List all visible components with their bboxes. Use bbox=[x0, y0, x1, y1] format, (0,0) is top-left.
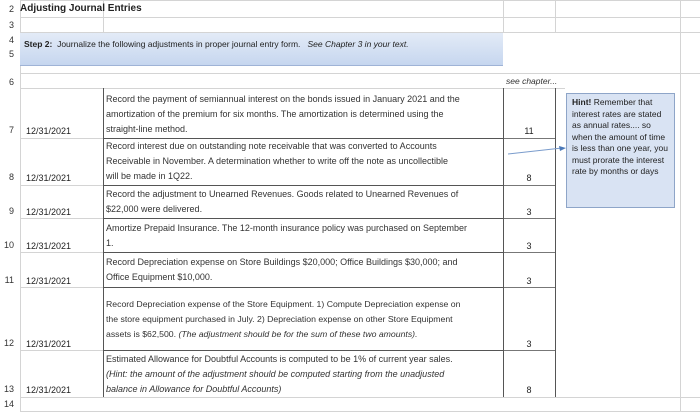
entry-description[interactable] bbox=[106, 352, 502, 397]
entry-line: Receivable in November. A determination whether to write off the note as uncollectible bbox=[106, 156, 449, 166]
entry-date[interactable]: 12/31/2021 bbox=[26, 276, 72, 286]
entry-chapter[interactable]: 11 bbox=[524, 126, 534, 136]
entry-line: Record interest due on outstanding note receivable that was converted to Accounts bbox=[106, 141, 437, 151]
row-header-12[interactable]: 12 bbox=[3, 338, 14, 348]
entry-date[interactable]: 12/31/2021 bbox=[26, 126, 72, 136]
entry-line: the store equipment purchased in July. 2) Depreciation expense on other Store Equipment bbox=[106, 314, 453, 324]
instruction-banner[interactable] bbox=[20, 33, 503, 66]
row-header-11[interactable]: 11 bbox=[4, 275, 14, 285]
entry-line: $22,000 were delivered. bbox=[106, 204, 203, 214]
entry-line: Estimated Allowance for Doubtful Accounts is computed to be 1% of current year sales. bbox=[106, 354, 453, 364]
entry-chapter[interactable]: 8 bbox=[526, 385, 532, 395]
row-header-2[interactable]: 2 bbox=[8, 4, 14, 14]
see-chapter-header[interactable]: see chapter... bbox=[506, 76, 558, 86]
entry-description[interactable] bbox=[106, 187, 502, 217]
row-header-6[interactable]: 6 bbox=[8, 77, 14, 87]
step-reference: See Chapter 3 in your text. bbox=[307, 39, 409, 49]
entry-description[interactable] bbox=[106, 221, 502, 251]
row-header-14[interactable]: 14 bbox=[3, 399, 14, 409]
entry-line: Office Equipment $10,000. bbox=[106, 272, 213, 282]
row-header-5[interactable]: 5 bbox=[8, 49, 14, 59]
arrow-connector bbox=[508, 146, 568, 158]
row-header-7[interactable]: 7 bbox=[8, 125, 14, 135]
row-header-8[interactable]: 8 bbox=[8, 172, 14, 182]
entry-line: assets is $62,500. (The adjustment should be for the sum of these two amounts). bbox=[106, 329, 418, 339]
row-header-3[interactable]: 3 bbox=[8, 20, 14, 30]
hint-text: Remember that interest rates are stated as annual rates.... so when the amount of time is less than one year, you must prorate the interest rate by months or days bbox=[572, 97, 668, 176]
entry-line: Record Depreciation expense on Store Buildings $20,000; Office Buildings $30,000; and bbox=[106, 257, 458, 267]
step-label: Step 2: bbox=[24, 39, 53, 49]
entry-chapter[interactable]: 3 bbox=[526, 207, 532, 217]
entry-line: Record the payment of semiannual interest on the bonds issued in January 2021 and the bbox=[106, 94, 460, 104]
entry-date[interactable]: 12/31/2021 bbox=[26, 207, 72, 217]
row-header-10[interactable]: 10 bbox=[3, 240, 14, 250]
entry-line: (Hint: the amount of the adjustment should be computed starting from the unadjusted bbox=[106, 369, 445, 379]
entry-chapter[interactable]: 3 bbox=[526, 276, 532, 286]
entry-note: (The adjustment should be for the sum of these two amounts). bbox=[178, 329, 418, 339]
entry-line: Record Depreciation expense of the Store Equipment. 1) Compute Depreciation expense on bbox=[106, 299, 461, 309]
entry-date[interactable]: 12/31/2021 bbox=[26, 385, 72, 395]
entry-line: Amortize Prepaid Insurance. The 12-month insurance policy was purchased on September bbox=[106, 223, 468, 233]
entry-chapter[interactable]: 3 bbox=[526, 339, 532, 349]
hint-callout[interactable] bbox=[566, 93, 675, 208]
entry-date[interactable]: 12/31/2021 bbox=[26, 339, 72, 349]
banner-text bbox=[24, 39, 409, 49]
sheet-title[interactable]: Adjusting Journal Entries bbox=[20, 3, 142, 14]
entry-chapter[interactable]: 3 bbox=[526, 241, 532, 251]
entry-line: will be made in 1Q22. bbox=[106, 171, 193, 181]
entry-description[interactable] bbox=[106, 297, 504, 342]
step-instruction: Journalize the following adjustments in proper journal entry form. bbox=[57, 39, 301, 49]
entry-line: balance in Allowance for Doubtful Accounts) bbox=[106, 384, 282, 394]
entry-date[interactable]: 12/31/2021 bbox=[26, 241, 72, 251]
entry-line: Record the adjustment to Unearned Revenues. Goods related to Unearned Revenues of bbox=[106, 189, 459, 199]
row-header-4[interactable]: 4 bbox=[8, 35, 14, 45]
entry-line: straight-line method. bbox=[106, 124, 188, 134]
entry-line: amortization of the premium for six months. The amortization is determined using the bbox=[106, 109, 444, 119]
entry-description[interactable] bbox=[106, 139, 502, 184]
entry-line: 1. bbox=[106, 238, 114, 248]
row-header-13[interactable]: 13 bbox=[3, 384, 14, 394]
hint-label: Hint! bbox=[572, 97, 592, 107]
entry-description[interactable] bbox=[106, 255, 502, 285]
row-header-9[interactable]: 9 bbox=[8, 206, 14, 216]
entry-chapter[interactable]: 8 bbox=[526, 173, 532, 183]
entry-date[interactable]: 12/31/2021 bbox=[26, 173, 72, 183]
entry-description[interactable] bbox=[106, 92, 502, 137]
